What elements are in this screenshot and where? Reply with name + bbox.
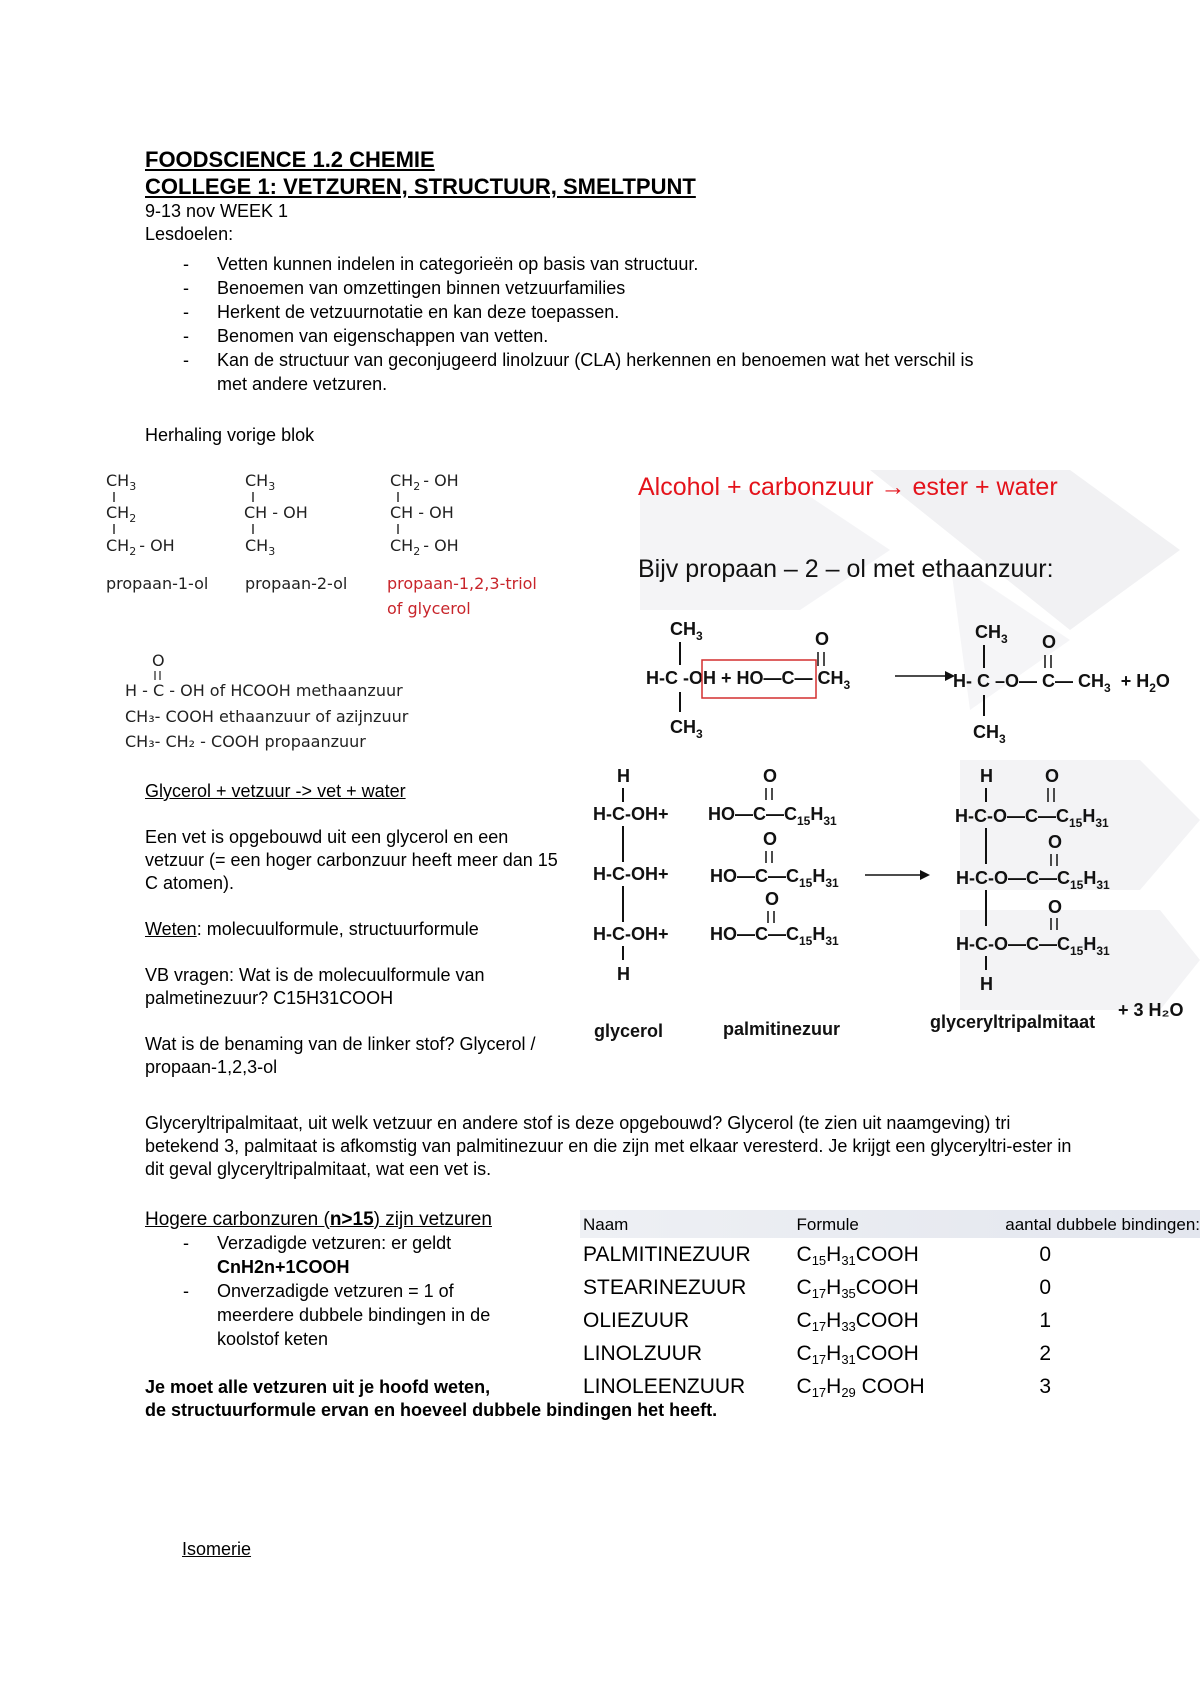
svg-text:O: O bbox=[152, 651, 165, 670]
svg-text:CH - OH: CH - OH bbox=[244, 503, 308, 522]
svg-text:O: O bbox=[1042, 632, 1057, 652]
svg-text:H: H bbox=[980, 974, 993, 994]
propaan-1-ol-structure bbox=[106, 471, 208, 593]
svg-text:CH - OH: CH - OH bbox=[390, 503, 454, 522]
glycerol-molecule bbox=[593, 766, 669, 984]
table-header-row bbox=[583, 1212, 1200, 1238]
acid-structures bbox=[120, 648, 560, 758]
svg-text:CH2- OH: $CH_2$ - OH bbox=[390, 471, 459, 493]
svg-text:CH₃- COOH ethaanzuur of azij: CH₃- COOH ethaanzuur of azijnzuur bbox=[125, 707, 409, 726]
svg-text:O: O bbox=[1048, 832, 1063, 852]
goal-item: - Vetten kunnen indelen in categorieën op basis van structuur. bbox=[145, 252, 1065, 276]
goals-list bbox=[145, 252, 1065, 396]
svg-text:CH3: $CH_3$ bbox=[245, 536, 276, 558]
glycerol-explanation: Een vet is opgebouwd uit een glycerol en een vetzuur (= een hoger carbonzuur heeft meer dan 15 C atomen). bbox=[145, 827, 558, 893]
hogere-heading: Hogere carbonzuren (n>15) zijn vetzuren bbox=[145, 1209, 492, 1230]
svg-text:O: O bbox=[763, 829, 778, 849]
propaan-2-ol-name: propaan-2-ol bbox=[245, 574, 348, 593]
svg-text:CH2: $CH_2$ bbox=[106, 503, 137, 525]
table-row: PALMITINEZUUR $C_{15}H_{31}COOH$ 0 bbox=[583, 1242, 1052, 1268]
date-line: 9-13 nov WEEK 1 bbox=[145, 201, 289, 221]
weten-line: Weten: molecuulformule, structuurformule bbox=[145, 919, 479, 939]
svg-text:HO—C—C15H31: $HO—C—C_{15}H_{31}$ bbox=[710, 924, 839, 948]
herhaling-label: Herhaling vorige blok bbox=[145, 425, 315, 445]
glyceryltripalmitaat-label: glyceryltripalmitaat bbox=[930, 1012, 1096, 1032]
svg-text:H-C-O—C—C15H31: $H-C-O—C—C_{15}H_{31}$ bbox=[956, 868, 1110, 892]
onverzadigd-bullet: - Onverzadigde vetzuren = 1 of meerdere dubbele bindingen in de koolstof keten bbox=[145, 1279, 535, 1351]
glyceryltripalmitaat-molecule bbox=[955, 766, 1110, 994]
hogere-carbonzuren-section bbox=[145, 1208, 565, 1351]
water-label: + 3 H₂O bbox=[1118, 1000, 1184, 1020]
goal-item: - Kan de structuur van geconjugeerd linolzuur (CLA) herkennen en benoemen wat het verschil is met andere vetzuren. bbox=[145, 348, 987, 396]
document-subtitle: COLLEGE 1: VETZUREN, STRUCTUUR, SMELTPUNT bbox=[145, 174, 696, 199]
svg-text:H: H bbox=[617, 766, 630, 786]
glycerol-label: glycerol bbox=[594, 1021, 664, 1041]
svg-text:HO—C—C15H31: $HO—C—C_{15}H_{31}$ bbox=[710, 866, 839, 890]
svg-text:H- C –O— C— CH3+ H2O: H- C –O— C— $CH_3 + H_2O$ bbox=[953, 671, 1170, 695]
svg-text:H: H bbox=[617, 964, 630, 984]
svg-text:H-C-OH+: H-C-OH+ bbox=[593, 924, 669, 944]
palmitinezuur-molecules bbox=[708, 766, 839, 948]
svg-text:CH₃- CH₂ - COOH propaanzuur: CH₃- CH₂ - COOH propaanzuur bbox=[125, 732, 366, 751]
svg-text:O: O bbox=[1048, 897, 1063, 917]
glycerol-heading: Glycerol + vetzuur -> vet + water bbox=[145, 781, 406, 801]
svg-text:O: O bbox=[1045, 766, 1060, 786]
svg-text:O: O bbox=[763, 766, 778, 786]
header-dubbele-bindingen: aantal dubbele bindingen: bbox=[1005, 1215, 1200, 1234]
table-row: STEARINEZUUR $C_{17}H_{35}COOH$ 0 bbox=[583, 1275, 1052, 1301]
ester-reaction-diagram bbox=[640, 610, 1200, 750]
ester-title: Alcohol + carbonzuur → ester + water bbox=[638, 473, 1058, 501]
svg-text:O: O bbox=[815, 629, 830, 649]
table-row: LINOLZUUR $C_{17}H_{31}COOH$ 2 bbox=[583, 1341, 1052, 1367]
svg-text:H-C-O—C—C15H31: $H-C-O—C—C_{15}H_{31}$ bbox=[955, 806, 1109, 830]
svg-text:H-C-OH+: H-C-OH+ bbox=[593, 804, 669, 824]
vetzuren-bullets bbox=[145, 1231, 535, 1351]
glycerol-structure bbox=[387, 471, 537, 618]
svg-text:H - C - OH of HCOOH methaanzu: H - C - OH of HCOOH methaanzuur bbox=[125, 681, 403, 700]
propaan-1-ol-name: propaan-1-ol bbox=[106, 574, 209, 593]
glycerol-section bbox=[145, 780, 565, 1079]
isomerie-heading: Isomerie bbox=[182, 1539, 252, 1559]
svg-text:H: H bbox=[980, 766, 993, 786]
fatty-acid-table bbox=[583, 1212, 1200, 1403]
glycerol-name: propaan-1,2,3-triol bbox=[387, 574, 537, 593]
propaan-2-ol-structure bbox=[244, 471, 347, 593]
svg-text:HO—C—C15H31: $HO—C—C_{15}H_{31}$ bbox=[708, 804, 837, 828]
palmitinezuur-label: palmitinezuur bbox=[723, 1019, 841, 1039]
svg-text:CH3: $CH_3$ bbox=[973, 722, 1006, 746]
goal-item: - Herkent de vetzuurnotatie en kan deze toepassen. bbox=[145, 300, 1065, 324]
svg-text:CH3: $CH_3$ bbox=[975, 622, 1008, 646]
svg-text:CH3: $CH_3$ bbox=[106, 471, 137, 493]
table-row: LINOLEENZUUR $C_{17}H_{29}$ COOH 3 bbox=[583, 1374, 1052, 1400]
table-row: OLIEZUUR $C_{17}H_{33}COOH$ 1 bbox=[583, 1308, 1052, 1334]
svg-text:H-C-O—C—C15H31: $H-C-O—C—C_{15}H_{31}$ bbox=[956, 934, 1110, 958]
lesdoelen-label: Lesdoelen: bbox=[145, 224, 234, 244]
svg-text:CH3: $CH_3$ bbox=[670, 717, 703, 741]
svg-text:CH2- OH: $CH_2$ - OH bbox=[106, 536, 175, 558]
header-formule: Formule bbox=[796, 1215, 859, 1234]
goal-item: - Benoemen van omzettingen binnen vetzuurfamilies bbox=[145, 276, 1065, 300]
learning-note: Je moet alle vetzuren uit je hoofd weten, de structuurformule ervan en hoeveel dubbele bindingen het heeft. bbox=[145, 1377, 718, 1420]
svg-text:H-C-OH+: H-C-OH+ bbox=[593, 864, 669, 884]
svg-text:O: O bbox=[765, 889, 780, 909]
svg-text:CH3: $CH_3$ bbox=[245, 471, 276, 493]
triglyceride-reaction-diagram bbox=[590, 760, 1200, 1050]
svg-text:CH3: $CH_3$ bbox=[670, 619, 703, 643]
verzadigd-bullet: - Verzadigde vetzuren: er geldt CnH2n+1COOH bbox=[145, 1231, 535, 1279]
glycerol-alt-name: of glycerol bbox=[387, 599, 471, 618]
header-naam: Naam bbox=[583, 1215, 629, 1234]
glyceryltripalmitaat-paragraph: Glyceryltripalmitaat, uit welk vetzuur en andere stof is deze opgebouwd? Glycerol (te zien uit naamgeving) tri betekend 3, palmitaat is afkomstig van palmitinezuur en die zijn met elkaar veresterd. Je krijgt een glyceryltri-ester in dit geval glyceryltripalmitaat, wat een vet is. bbox=[145, 1113, 1072, 1179]
document-header bbox=[145, 146, 1045, 246]
question-molecuulformule: VB vragen: Wat is de molecuulformule van palmetinezuur? C15H31COOH bbox=[145, 965, 485, 1008]
svg-text:CH2- OH: $CH_2$ - OH bbox=[390, 536, 459, 558]
svg-text:H-C -OH + HO—C— CH3: H-C -OH + HO—C— $CH_3$ bbox=[646, 668, 851, 692]
question-benaming: Wat is de benaming van de linker stof? Glycerol / propaan-1,2,3-ol bbox=[145, 1034, 536, 1077]
ester-example: Bijv propaan – 2 – ol met ethaanzuur: bbox=[638, 555, 1054, 583]
document-title: FOODSCIENCE 1.2 CHEMIE bbox=[145, 147, 435, 172]
goal-item: - Benomen van eigenschappen van vetten. bbox=[145, 324, 1065, 348]
